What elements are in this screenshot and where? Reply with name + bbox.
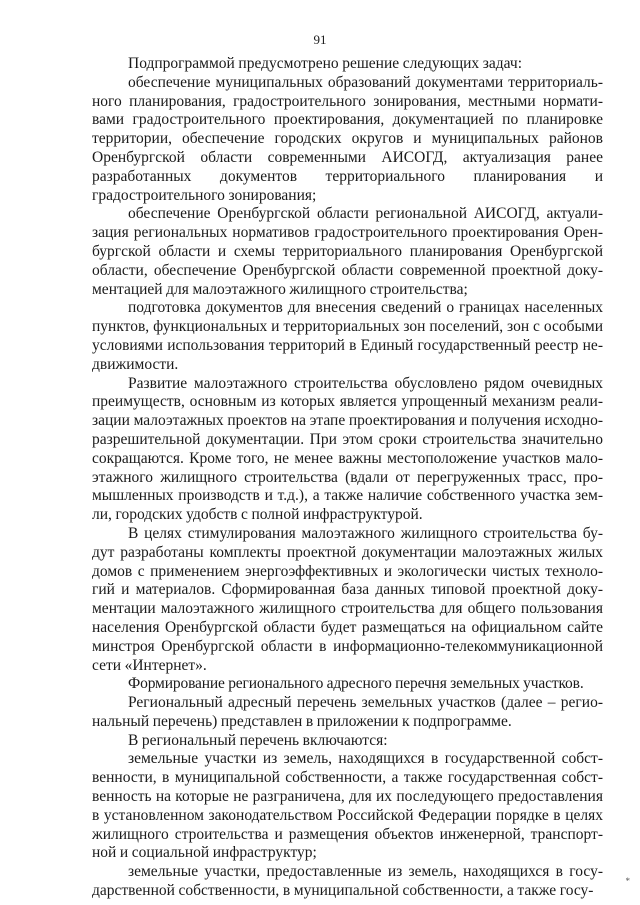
- document-body: [92, 55, 603, 901]
- paragraph-land-plots-provided: земельные участки, предоставленные из земель, находящихся в государственной собственности, в муниципальной собственности, а также госу-: [92, 863, 603, 900]
- paragraph-low-rise-stimulation: В целях стимулирования малоэтажного жилищного строительства будут разработаны комплекты проектной документации малоэтажных жилых домов с применением энергоэффективных и экологически чистых технологий и материалов. Сформированная база данных типовой проектной документации малоэтажного жилищного строительства для общего пользования населения Оренбургской области будет размещаться на официальном сайте минстроя Оренбургской области в информационно-телекоммуникационной сети «Интернет».: [92, 524, 603, 674]
- page-number: 91: [313, 32, 327, 47]
- paragraph-address-list-heading: Формирование регионального адресного перечня земельных участков.: [128, 675, 584, 693]
- paragraph-list-includes: В региональный перечень включаются:: [128, 731, 388, 749]
- paragraph-land-plots: земельные участки из земель, находящихся в государственной собственности, в муниципальной собственности, а также государственная собственность на которые не разграничена, для их последующего предоставления в установленном законодательством Российской Федерации порядке в целях жилищного строительства и размещения объектов инженерной, транспортной и социальной инфраструктур;: [92, 750, 603, 862]
- paragraph-task-registry: подготовка документов для внесения сведений о границах населенных пунктов, функциональных и территориальных зон поселений, зон с особыми условиями использования территорий в Единый государственный реестр недвижимости.: [92, 299, 603, 373]
- paragraph-task-municipal: обеспечение муниципальных образований документами территориального планирования, градостроительного зонирования, местными нормативами градостроительного проектирования, документацией по планировке территории, обеспечение городских округов и муниципальных районов Оренбургской области современными АИСОГД, актуализация ранее разработанных документов территориального планирования и градостроительного зонирования;: [92, 73, 603, 204]
- paragraph-intro: Подпрограммой предусмотрено решение следующих задач:: [128, 55, 523, 72]
- paragraph-low-rise-advantages: Развитие малоэтажного строительства обусловлено рядом очевидных преимуществ, основным из которых является упрощенный механизм реализации малоэтажных проектов на этапе проектирования и получения исходно-разрешительной документации. При этом сроки строительства значительно сокращаются. Кроме того, не менее важны местоположение участков малоэтажного жилищного строительства (вдали от перегруженных трасс, промышленных производств и т.д.), а также наличие собственного участка земли, городских удобств с полной инфраструктурой.: [92, 374, 603, 524]
- paragraph-address-list: Региональный адресный перечень земельных участков (далее – региональный перечень) представлен в приложении к подпрограмме.: [92, 694, 603, 730]
- paragraph-task-regional: обеспечение Оренбургской области региональной АИСОГД, актуализация региональных нормативов градостроительного проектирования Оренбургской области и схемы территориального планирования Оренбургской области, обеспечение Оренбургской области современной проектной документацией для малоэтажного жилищного строительства;: [92, 205, 603, 298]
- corner-mark: *: [625, 876, 630, 886]
